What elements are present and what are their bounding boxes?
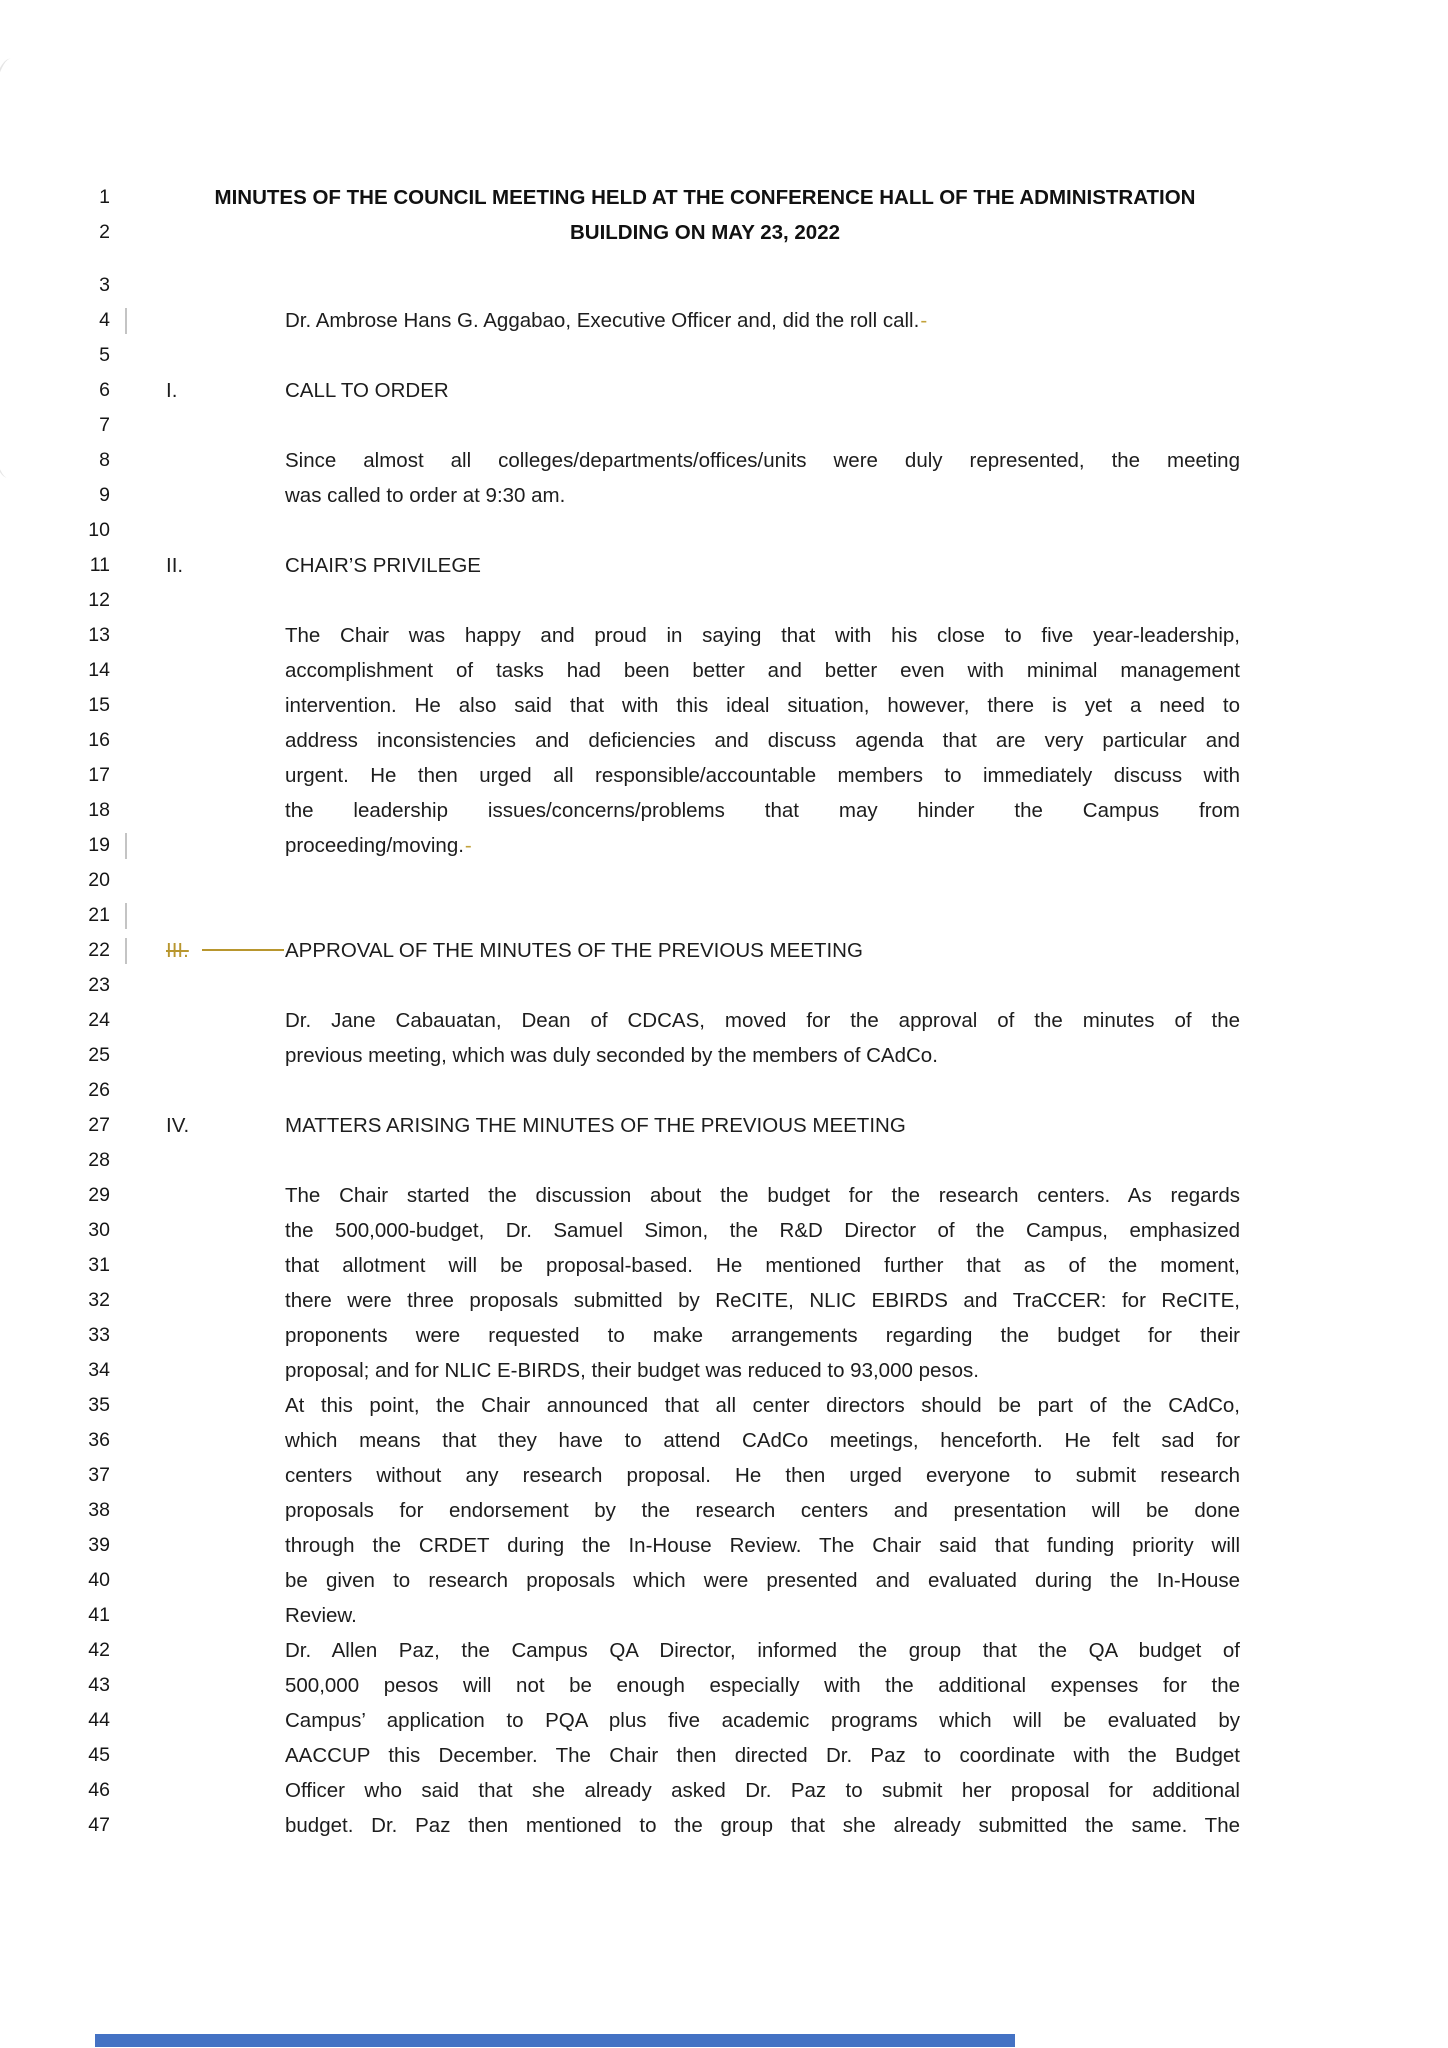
paragraph [285, 1388, 1240, 1633]
line-number-46: 46 [88, 1779, 110, 1801]
paragraph-line: Review. [285, 1604, 357, 1627]
line-number-23: 23 [88, 974, 110, 996]
paragraph-line: The Chair started the discussion about the budget for the research centers. As regards [285, 1184, 1240, 1207]
paragraph-line: urgent. He then urged all responsible/accountable members to immediately discuss with [285, 764, 1240, 787]
line-number-17: 17 [88, 764, 110, 786]
line-number-13: 13 [88, 624, 110, 646]
line-number-22: 22 [88, 939, 110, 961]
line-number-14: 14 [88, 659, 110, 681]
page-edge-artifact [0, 423, 18, 480]
paragraph-line: Campus’ application to PQA plus five academic programs which will be evaluated by [285, 1709, 1240, 1732]
paragraph-line: Dr. Allen Paz, the Campus QA Director, informed the group that the QA budget of [285, 1639, 1240, 1662]
line-number-4: 4 [99, 309, 110, 331]
line-number-9: 9 [99, 484, 110, 506]
line-number-15: 15 [88, 694, 110, 716]
change-bar-line-21 [125, 903, 127, 929]
paragraph-line: budget. Dr. Paz then mentioned to the group that she already submitted the same. The [285, 1814, 1240, 1837]
line-number-10: 10 [88, 519, 110, 541]
paragraph-line: there were three proposals submitted by ReCITE, NLIC EBIRDS and TraCCER: for ReCITE, [285, 1289, 1240, 1312]
paragraph-line: Officer who said that she already asked Dr. Paz to submit her proposal for additional [285, 1779, 1240, 1802]
heading-numeral: IV. [166, 1114, 190, 1137]
line-number-40: 40 [88, 1569, 110, 1591]
line-number-5: 5 [99, 344, 110, 366]
line-number-34: 34 [88, 1359, 110, 1381]
paragraph-line: intervention. He also said that with this ideal situation, however, there is yet a need to [285, 694, 1240, 717]
heading-text: CALL TO ORDER [285, 379, 449, 402]
line-number-1: 1 [99, 186, 110, 208]
line-number-43: 43 [88, 1674, 110, 1696]
line-number-16: 16 [88, 729, 110, 751]
line-number-3: 3 [99, 274, 110, 296]
heading-text: CHAIR’S PRIVILEGE [285, 554, 481, 577]
line-number-37: 37 [88, 1464, 110, 1486]
paragraph [285, 303, 1240, 338]
line-number-47: 47 [88, 1814, 110, 1836]
paragraph-line: the 500,000-budget, Dr. Samuel Simon, the R&D Director of the Campus, emphasized [285, 1219, 1240, 1242]
gold-strikethrough-line [202, 949, 284, 951]
line-number-18: 18 [88, 799, 110, 821]
section-heading-iii [166, 933, 1240, 968]
paragraph-line: through the CRDET during the In-House Review. The Chair said that funding priority will [285, 1534, 1240, 1557]
line-number-25: 25 [88, 1044, 110, 1066]
line-number-20: 20 [88, 869, 110, 891]
change-bar-line-4 [125, 308, 127, 334]
line-number-44: 44 [88, 1709, 110, 1731]
line-number-24: 24 [88, 1009, 110, 1031]
line-number-30: 30 [88, 1219, 110, 1241]
heading-numeral: II. [166, 554, 184, 577]
heading-text: APPROVAL OF THE MINUTES OF THE PREVIOUS MEETING [285, 939, 863, 962]
paragraph-line: Dr. Ambrose Hans G. Aggabao, Executive Officer and, did the roll call.- [285, 309, 928, 332]
paragraph-line: proposal; and for NLIC E-BIRDS, their budget was reduced to 93,000 pesos. [285, 1359, 979, 1382]
paragraph [285, 1003, 1240, 1073]
paragraph-line: proposals for endorsement by the research centers and presentation will be done [285, 1499, 1240, 1522]
cutoff-blue-bar [95, 2034, 1015, 2047]
line-number-26: 26 [88, 1079, 110, 1101]
line-number-32: 32 [88, 1289, 110, 1311]
line-number-8: 8 [99, 449, 110, 471]
section-heading-i [166, 373, 1240, 408]
paragraph-line: be given to research proposals which were presented and evaluated during the In-House [285, 1569, 1240, 1592]
section-heading-iv [166, 1108, 1240, 1143]
heading-numeral: III. [166, 939, 189, 962]
paragraph-line: the leadership issues/concerns/problems that may hinder the Campus from [285, 799, 1240, 822]
title-line-2: BUILDING ON MAY 23, 2022 [569, 221, 840, 244]
line-number-19: 19 [88, 834, 110, 856]
line-number-45: 45 [88, 1744, 110, 1766]
paragraph-line: AACCUP this December. The Chair then directed Dr. Paz to coordinate with the Budget [285, 1744, 1240, 1767]
paragraph-line: proceeding/moving.- [285, 834, 472, 857]
line-number-11: 11 [89, 554, 110, 576]
line-number-35: 35 [88, 1394, 110, 1416]
paragraph-line: previous meeting, which was duly seconded by the members of CAdCo. [285, 1044, 938, 1067]
line-number-38: 38 [88, 1499, 110, 1521]
paragraph [285, 1178, 1240, 1388]
line-number-39: 39 [88, 1534, 110, 1556]
line-number-7: 7 [99, 414, 110, 436]
change-bar-line-22 [125, 938, 127, 964]
paragraph-line: At this point, the Chair announced that all center directors should be part of the CAdCo, [285, 1394, 1240, 1417]
line-number-42: 42 [88, 1639, 110, 1661]
line-number-21: 21 [88, 904, 110, 926]
paragraph [285, 618, 1240, 863]
paragraph-line: which means that they have to attend CAdCo meetings, henceforth. He felt sad for [285, 1429, 1240, 1452]
paragraph-line: that allotment will be proposal-based. He mentioned further that as of the moment, [285, 1254, 1240, 1277]
page-edge-artifact [0, 56, 21, 109]
line-number-33: 33 [88, 1324, 110, 1346]
paragraph-line: proponents were requested to make arrangements regarding the budget for their [285, 1324, 1240, 1347]
line-number-12: 12 [88, 589, 110, 611]
heading-numeral: I. [166, 379, 178, 402]
paragraph-line: centers without any research proposal. He then urged everyone to submit research [285, 1464, 1240, 1487]
line-number-31: 31 [88, 1254, 110, 1276]
line-number-2: 2 [99, 221, 110, 243]
paragraph [285, 443, 1240, 513]
paragraph-line: The Chair was happy and proud in saying that with his close to five year-leadership, [285, 624, 1240, 647]
change-bar-line-19 [125, 833, 127, 859]
line-number-41: 41 [88, 1604, 110, 1626]
paragraph-line: Since almost all colleges/departments/offices/units were duly represented, the meeting [285, 449, 1240, 472]
line-number-28: 28 [88, 1149, 110, 1171]
deleted-text-mark: - [464, 834, 472, 857]
paragraph-line: accomplishment of tasks had been better and better even with minimal management [285, 659, 1240, 682]
line-number-29: 29 [88, 1184, 110, 1206]
paragraph-line: Dr. Jane Cabauatan, Dean of CDCAS, moved for the approval of the minutes of the [285, 1009, 1240, 1032]
line-number-27: 27 [88, 1114, 110, 1136]
paragraph-line: 500,000 pesos will not be enough especially with the additional expenses for the [285, 1674, 1240, 1697]
line-number-6: 6 [99, 379, 110, 401]
paragraph [285, 1633, 1240, 1843]
section-heading-ii [166, 548, 1240, 583]
paragraph-line: address inconsistencies and deficiencies and discuss agenda that are very particular and [285, 729, 1240, 752]
line-number-36: 36 [88, 1429, 110, 1451]
deleted-text-mark: - [920, 309, 928, 332]
heading-text: MATTERS ARISING THE MINUTES OF THE PREVIOUS MEETING [285, 1114, 906, 1137]
paragraph-line: was called to order at 9:30 am. [285, 484, 566, 507]
title-line-1: MINUTES OF THE COUNCIL MEETING HELD AT THE CONFERENCE HALL OF THE ADMINISTRATION [214, 186, 1196, 209]
document-title [145, 180, 1265, 250]
